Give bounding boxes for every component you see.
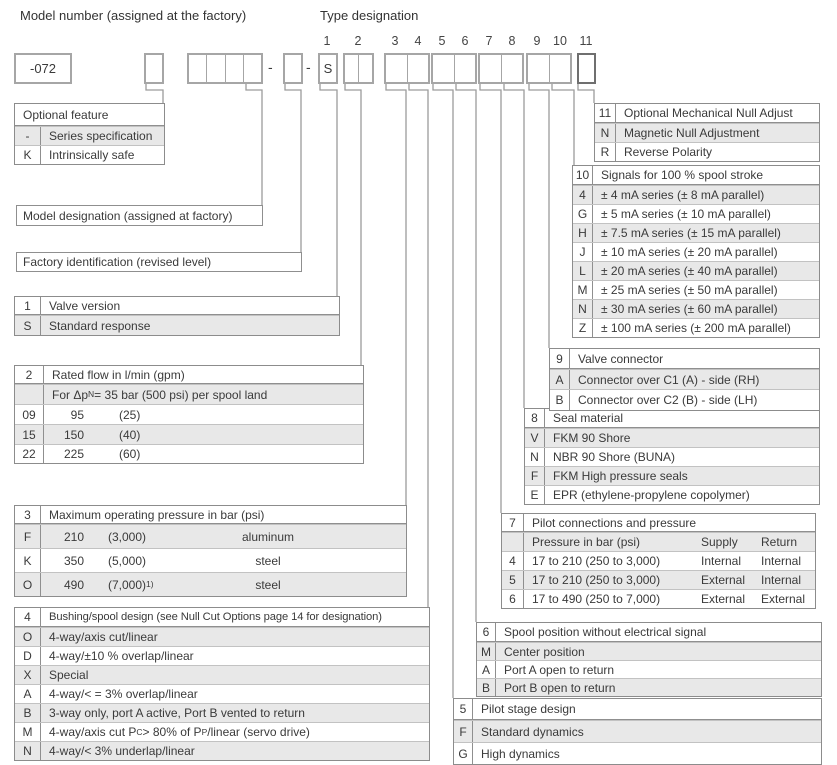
table-row: [525, 428, 819, 447]
bushing-spool-design-table: [14, 607, 430, 761]
position-number: 2: [354, 34, 362, 48]
table-row: [15, 126, 164, 145]
table-title: Optional feature: [23, 107, 109, 122]
table-header-row: [15, 506, 406, 524]
row-code: M: [477, 643, 496, 660]
table-row: [454, 742, 821, 764]
table-row: [15, 384, 363, 404]
table-header-number: 10: [573, 166, 593, 184]
row-cell: steel: [255, 553, 281, 568]
connector-line: [552, 84, 574, 165]
connector-line: [578, 84, 594, 103]
row-code: Z: [573, 319, 593, 337]
row-description: 3-way only, port A active, Port B vented to return: [49, 706, 305, 720]
row-code: K: [15, 146, 41, 164]
row-cell: (5,000): [108, 553, 147, 568]
table-row: [595, 142, 819, 161]
row-code: O: [15, 573, 41, 596]
valve-connector-table: [549, 348, 820, 411]
row-code: L: [573, 262, 593, 280]
position-number: 9: [533, 34, 541, 48]
row-cell: External: [761, 592, 806, 606]
valve-version-code-box: [318, 53, 338, 84]
table-row: [15, 404, 363, 424]
valve-version-table: [14, 296, 340, 336]
row-description: 4-way/axis cut/linear: [49, 630, 158, 644]
connector-line: [433, 84, 453, 698]
row-code: [15, 385, 44, 404]
code-cell: [358, 55, 372, 82]
code-cell: [501, 55, 523, 82]
row-cell: Supply: [701, 535, 738, 549]
position-number: 10: [553, 34, 567, 48]
table-row: [477, 642, 821, 660]
model-prefix-value: -072: [29, 61, 57, 76]
table-row: [15, 722, 429, 741]
table-row: [573, 280, 819, 299]
row-code: B: [15, 704, 41, 722]
table-header-number: 2: [15, 366, 44, 383]
separator-dash: -: [268, 59, 273, 75]
row-code: J: [573, 243, 593, 261]
table-row: [502, 570, 815, 589]
connector-line: [480, 84, 501, 513]
row-cell: 150: [63, 427, 84, 442]
code-cell: [454, 55, 476, 82]
row-cell: Internal: [701, 554, 742, 568]
row-code: O: [15, 628, 41, 646]
separator-dash: -: [306, 59, 311, 75]
table-row: [15, 646, 429, 665]
code-cell: [345, 55, 358, 82]
row-description: Series specification: [49, 129, 153, 143]
table-header-number: 9: [550, 349, 570, 368]
table-row: [502, 551, 815, 570]
connector-line: [146, 84, 163, 104]
rated-flow-table: [14, 365, 364, 464]
table-row: [477, 660, 821, 678]
row-description: Special: [49, 668, 89, 682]
row-code: M: [15, 723, 41, 741]
row-code: 09: [15, 405, 44, 424]
model-designation-code-boxes: [187, 53, 263, 84]
type-designation-title: Type designation: [320, 8, 419, 23]
row-description: Port A open to return: [504, 662, 615, 677]
row-description: 4-way/±10 % overlap/linear: [49, 649, 194, 663]
position-number: 5: [438, 34, 446, 48]
table-row: [550, 369, 819, 389]
row-description: Connector over C1 (A) - side (RH): [578, 372, 760, 387]
position-number: 3: [391, 34, 399, 48]
table-header-row: [15, 608, 429, 627]
table-row: [573, 185, 819, 204]
connector-line: [456, 84, 476, 622]
row-code: [502, 533, 524, 551]
table-header-number: 4: [15, 608, 41, 626]
table-title: Pilot stage design: [481, 702, 576, 716]
table-row: [502, 589, 815, 608]
row-description: High dynamics: [481, 746, 560, 761]
code-cell: [243, 55, 261, 82]
signals-spool-stroke-table: [572, 165, 820, 338]
table-row: [573, 299, 819, 318]
row-description: ± 5 mA series (± 10 mA parallel): [601, 207, 771, 221]
row-code: E: [525, 486, 545, 504]
row-cell: (7,000) 1): [108, 577, 154, 592]
table-header-row: [477, 623, 821, 642]
row-description: 4-way/< = 3% overlap/linear: [49, 687, 198, 701]
row-code: F: [15, 525, 41, 548]
table-row: [15, 315, 339, 335]
connector-line: [409, 84, 428, 607]
table-row: [15, 741, 429, 760]
position-number: 7: [485, 34, 493, 48]
position-number: 4: [414, 34, 422, 48]
table-header-row: [502, 514, 815, 532]
table-row: [15, 627, 429, 646]
row-code: B: [477, 679, 496, 696]
row-code: G: [573, 205, 593, 223]
row-code: A: [477, 661, 496, 678]
table-header-row: [454, 699, 821, 720]
row-description: Standard dynamics: [481, 724, 584, 739]
optional-feature-code-box: [144, 53, 164, 84]
code-cell: [549, 55, 571, 82]
table-row: [15, 145, 164, 164]
row-description: FKM High pressure seals: [553, 469, 688, 483]
row-cell: Internal: [761, 573, 802, 587]
row-description: FKM 90 Shore: [553, 431, 631, 445]
code-cell: [480, 55, 501, 82]
row-description: ± 30 mA series (± 60 mA parallel): [601, 302, 778, 316]
code-cell: [189, 55, 206, 82]
row-code: N: [525, 448, 545, 466]
connector-line: [504, 84, 524, 408]
row-description: 4-way/< 3% underlap/linear: [49, 744, 195, 758]
table-header-row: [525, 409, 819, 428]
row-description: ± 20 mA series (± 40 mA parallel): [601, 264, 778, 278]
table-row: [502, 532, 815, 551]
code-cell: [407, 55, 429, 82]
row-code: 4: [573, 186, 593, 204]
position-9-10-code-boxes: [526, 53, 572, 84]
row-cell: (40): [119, 427, 141, 442]
table-row: [595, 123, 819, 142]
row-description: Port B open to return: [504, 680, 616, 695]
row-cell: 210: [63, 529, 84, 544]
connector-line: [386, 84, 406, 505]
row-code: S: [15, 316, 41, 335]
row-code: N: [573, 300, 593, 318]
table-header-row: [550, 349, 819, 369]
table-row: [15, 572, 406, 596]
position-7-8-code-boxes: [478, 53, 524, 84]
table-row: [550, 389, 819, 410]
row-cell: (3,000): [108, 529, 147, 544]
row-description: Connector over C2 (B) - side (LH): [578, 393, 758, 407]
row-description: Intrinsically safe: [49, 148, 135, 162]
row-description: Reverse Polarity: [624, 145, 713, 159]
row-cell: 17 to 210 (250 to 3,000): [532, 573, 661, 587]
row-description: ± 7.5 mA series (± 15 mA parallel): [601, 226, 781, 240]
row-code: A: [15, 685, 41, 703]
row-description: ± 4 mA series (± 8 mA parallel): [601, 188, 765, 202]
row-code: -: [15, 127, 41, 145]
factory-identification-label: Factory identification (revised level): [23, 255, 212, 269]
row-description: EPR (ethylene-propylene copolymer): [553, 488, 750, 502]
table-row: [525, 466, 819, 485]
table-title: Valve connector: [578, 351, 664, 366]
pilot-connections-pressure-table: [501, 513, 816, 609]
row-cell: 17 to 490 (250 to 7,000): [532, 592, 661, 606]
table-row: [573, 204, 819, 223]
position-2-code-boxes: [343, 53, 374, 84]
table-row: [15, 684, 429, 703]
row-code: H: [573, 224, 593, 242]
model-prefix-box: [14, 53, 72, 84]
row-code: X: [15, 666, 41, 684]
row-cell: (60): [119, 447, 141, 461]
row-description: Center position: [504, 644, 585, 659]
row-description: ± 25 mA series (± 50 mA parallel): [601, 283, 778, 297]
valve-version-value: S: [323, 61, 333, 76]
table-header-number: 8: [525, 409, 545, 427]
code-cell: [225, 55, 243, 82]
table-header-row: [595, 104, 819, 123]
position-5-6-code-boxes: [431, 53, 477, 84]
row-cell: 490: [63, 577, 84, 592]
row-code: V: [525, 429, 545, 447]
seal-material-table: [524, 408, 820, 505]
table-row: [15, 524, 406, 548]
row-cell: 17 to 210 (250 to 3,000): [532, 554, 661, 568]
row-code: B: [550, 390, 570, 410]
row-description: NBR 90 Shore (BUNA): [553, 450, 676, 464]
row-code: N: [595, 124, 616, 142]
table-header-number: 7: [502, 514, 524, 531]
row-cell: 225: [63, 447, 84, 461]
model-number-title: Model number (assigned at the factory): [20, 8, 247, 23]
row-cell: aluminum: [241, 529, 295, 544]
table-row: [477, 678, 821, 696]
table-row: [525, 485, 819, 504]
table-header-row: [573, 166, 819, 185]
row-code: D: [15, 647, 41, 665]
row-code: 4: [502, 552, 524, 570]
row-cell: 350: [63, 553, 84, 568]
max-operating-pressure-table: [14, 505, 407, 597]
row-code: K: [15, 549, 41, 572]
row-code: N: [15, 742, 41, 760]
row-code: 6: [502, 590, 524, 608]
row-cell: 95: [70, 407, 84, 422]
table-header-number: 6: [477, 623, 496, 641]
table-header-row: [15, 366, 363, 384]
pilot-stage-design-table: [453, 698, 822, 765]
table-row: [15, 665, 429, 684]
table-title: Optional Mechanical Null Adjust: [624, 106, 793, 120]
table-title: Pilot connections and pressure: [532, 515, 697, 530]
position-11-code-box: [577, 53, 596, 84]
table-title: Maximum operating pressure in bar (psi): [49, 507, 265, 522]
row-cell: Internal: [761, 554, 802, 568]
row-cell: steel: [255, 577, 281, 592]
row-description: ± 100 mA series (± 200 mA parallel): [601, 321, 791, 335]
table-row: [15, 424, 363, 444]
model-designation-callout: [16, 205, 263, 226]
connector-line: [345, 84, 361, 365]
connector-line: [320, 84, 337, 296]
row-code: 22: [15, 445, 44, 463]
code-cell: [433, 55, 454, 82]
connector-line: [285, 84, 301, 252]
factory-identification-callout: [16, 252, 302, 272]
row-cell: External: [701, 573, 746, 587]
row-code: F: [525, 467, 545, 485]
null-adjust-table: [594, 103, 820, 162]
row-cell: (25): [119, 407, 141, 422]
table-title: Signals for 100 % spool stroke: [601, 168, 764, 182]
table-row: [15, 703, 429, 722]
row-description: Magnetic Null Adjustment: [624, 126, 760, 140]
table-row: [573, 223, 819, 242]
code-cell: [528, 55, 549, 82]
spool-position-table: [476, 622, 822, 697]
table-header-row: [15, 297, 339, 315]
table-header-number: 11: [595, 104, 616, 122]
row-description: 4-way/axis cut P C > 80% of P P /linear (servo drive): [49, 725, 310, 739]
row-code: 15: [15, 425, 44, 444]
table-title: Seal material: [553, 411, 624, 425]
row-code: F: [454, 721, 473, 742]
table-header-number: 3: [15, 506, 41, 523]
position-number: 8: [508, 34, 516, 48]
table-header-number: 5: [454, 699, 473, 719]
row-description: ± 10 mA series (± 20 mA parallel): [601, 245, 778, 259]
table-title: Spool position without electrical signal: [504, 625, 707, 639]
code-cell: [206, 55, 224, 82]
connector-line: [529, 84, 549, 348]
table-row: [454, 720, 821, 742]
row-code: M: [573, 281, 593, 299]
row-cell: Pressure in bar (psi): [532, 535, 641, 549]
row-cell: External: [701, 592, 746, 606]
table-row: [573, 242, 819, 261]
table-row: [15, 444, 363, 463]
position-3-4-code-boxes: [384, 53, 430, 84]
factory-identification-code-box: [283, 53, 303, 84]
table-title: Valve version: [49, 298, 121, 313]
table-title: Rated flow in l/min (gpm): [52, 367, 185, 382]
position-number: 6: [461, 34, 469, 48]
table-title: Bushing/spool design (see Null Cut Options page 14 for designation): [49, 611, 382, 623]
row-code: 5: [502, 571, 524, 589]
table-header-number: 1: [15, 297, 41, 314]
model-designation-label: Model designation (assigned at factory): [23, 208, 233, 223]
row-code: A: [550, 370, 570, 389]
table-row: [525, 447, 819, 466]
connector-line: [246, 84, 262, 205]
row-description: Standard response: [49, 318, 151, 333]
position-number: 1: [323, 34, 331, 48]
row-description: For Δp N = 35 bar (500 psi) per spool land: [52, 387, 268, 402]
code-cell: [386, 55, 407, 82]
table-row: [573, 261, 819, 280]
optional-feature-table: [14, 103, 165, 165]
position-number: 11: [579, 34, 593, 48]
row-code: G: [454, 743, 473, 764]
row-code: R: [595, 143, 616, 161]
table-row: [15, 548, 406, 572]
row-cell: Return: [761, 535, 798, 549]
table-header-row: [15, 104, 164, 126]
table-row: [573, 318, 819, 337]
